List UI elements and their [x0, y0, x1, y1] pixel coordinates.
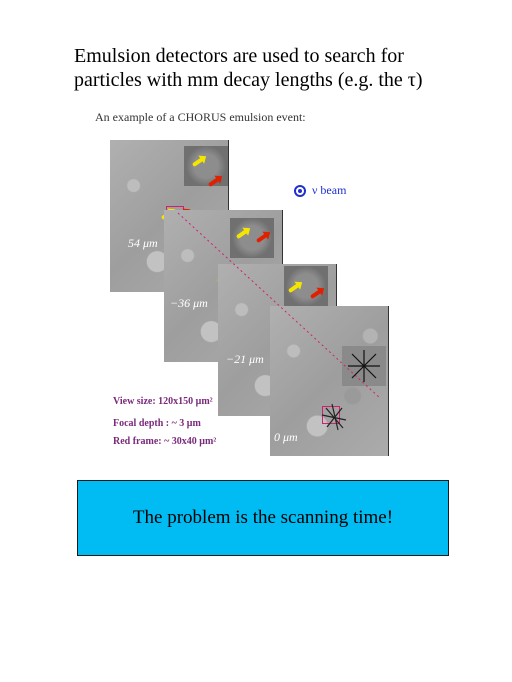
red-frame-text: Red frame: ~ 30x40 μm²: [113, 436, 217, 447]
depth-label-1: 54 μm: [128, 236, 158, 250]
view-size-text: View size: 120x150 μm²: [113, 396, 213, 407]
title-line-1: Emulsion detectors are used to search for: [74, 45, 404, 67]
decay-star-icon: [322, 404, 346, 430]
depth-label-2: −36 μm: [170, 296, 208, 310]
callout-box: [77, 480, 449, 556]
track-line: [178, 213, 380, 398]
depth-label-3: −21 μm: [226, 352, 264, 366]
beam-direction-icon: [294, 185, 306, 197]
decay-star-inset-icon: [348, 350, 380, 382]
beam-legend: [294, 183, 346, 198]
title-line-2: particles with mm decay lengths (e.g. the τ): [74, 69, 423, 91]
focal-depth-text: Focal depth : ~ 3 μm: [113, 418, 201, 429]
depth-label-4: 0 μm: [274, 430, 298, 444]
callout-text: The problem is the scanning time!: [132, 507, 394, 528]
figure-caption: An example of a CHORUS emulsion event:: [95, 110, 306, 124]
beam-label: ν beam: [312, 183, 347, 197]
